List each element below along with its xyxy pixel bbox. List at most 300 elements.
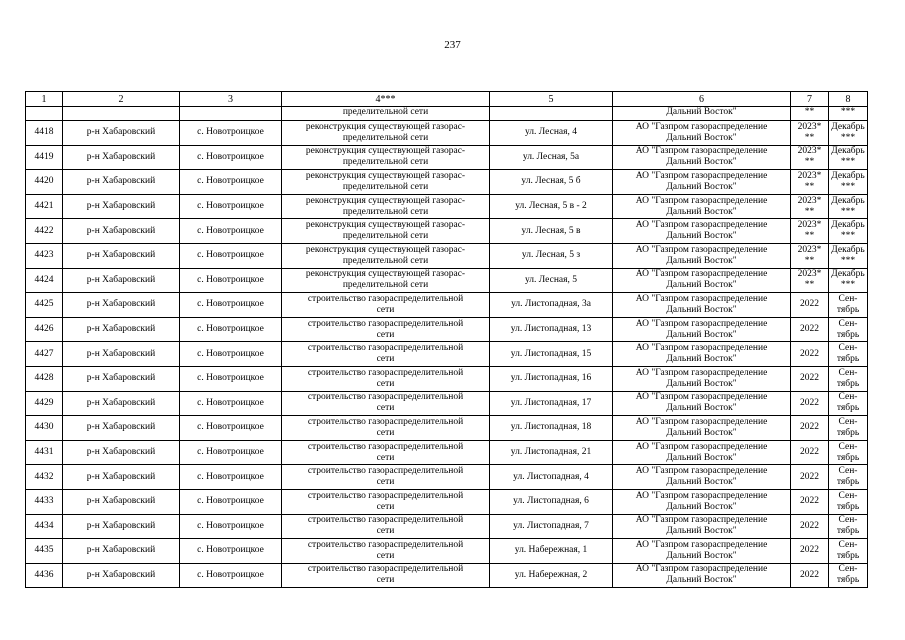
row-address: ул. Листопадная, 17 <box>490 391 613 416</box>
work-type-line-2: пределительной сети <box>342 157 429 168</box>
year-line-1: 2023* <box>797 220 822 231</box>
organization-line-1: АО "Газпром газораспределение <box>635 121 768 132</box>
work-type-line-2: сети <box>376 477 395 488</box>
row-work-type <box>282 563 490 588</box>
work-type-line-2: пределительной сети <box>342 132 429 143</box>
row-district: р-н Хабаровский <box>63 268 180 293</box>
column-header-8: 8 <box>829 92 868 107</box>
row-address: ул. Набережная, 2 <box>490 563 613 588</box>
row-organization <box>613 465 791 490</box>
row-locality: с. Новотроицкое <box>180 293 282 318</box>
row-locality: с. Новотроицкое <box>180 391 282 416</box>
column-header-3: 3 <box>180 92 282 107</box>
page-number: 237 <box>444 39 461 51</box>
work-type-line-1: строительство газораспределительной <box>307 490 464 501</box>
organization-line-1: АО "Газпром газораспределение <box>635 564 768 575</box>
year-line-1: 2022 <box>800 471 819 482</box>
row-locality: с. Новотроицкое <box>180 514 282 539</box>
row-address: ул. Листопадная, 16 <box>490 366 613 391</box>
work-type-line-2: сети <box>376 575 395 586</box>
month-line-2: *** <box>840 132 856 143</box>
month-line-1: Сен- <box>838 416 858 427</box>
organization-line-1: АО "Газпром газораспределение <box>635 318 768 329</box>
row-work-type <box>282 268 490 293</box>
row-organization <box>613 489 791 514</box>
year-line-1: 2022 <box>800 299 819 310</box>
row-number: 4425 <box>26 293 63 318</box>
month-line-2: тябрь <box>836 477 860 488</box>
organization-line-2: Дальний Восток" <box>666 427 737 438</box>
row-address: ул. Лесная, 5 в <box>490 219 613 244</box>
row-district: р-н Хабаровский <box>63 317 180 342</box>
work-type-line-2: пределительной сети <box>342 255 429 266</box>
table-row <box>26 440 868 465</box>
month-line-2: *** <box>840 255 856 266</box>
month-line-1: Сен- <box>838 564 858 575</box>
row-number: 4423 <box>26 243 63 268</box>
row-address: ул. Лесная, 4 <box>490 121 613 146</box>
table-row <box>26 243 868 268</box>
row-district: р-н Хабаровский <box>63 465 180 490</box>
row-year <box>791 219 829 244</box>
column-header-1: 1 <box>26 92 63 107</box>
organization-line-1: АО "Газпром газораспределение <box>635 490 768 501</box>
work-type-line-2: сети <box>376 304 395 315</box>
row-locality: с. Новотроицкое <box>180 170 282 195</box>
row-locality: с. Новотроицкое <box>180 342 282 367</box>
column-header-7: 7 <box>791 92 829 107</box>
work-type-line-2: сети <box>376 550 395 561</box>
row-month <box>829 342 868 367</box>
row-year <box>791 342 829 367</box>
row-district: р-н Хабаровский <box>63 416 180 441</box>
row-number: 4418 <box>26 121 63 146</box>
row-locality: с. Новотроицкое <box>180 489 282 514</box>
row-locality: с. Новотроицкое <box>180 145 282 170</box>
row-month <box>829 268 868 293</box>
row-work-type <box>282 539 490 564</box>
row-work-type <box>282 366 490 391</box>
work-type-line-1: строительство газораспределительной <box>307 392 464 403</box>
row-year <box>791 293 829 318</box>
row-number: 4429 <box>26 391 63 416</box>
header-row <box>26 92 868 107</box>
month-line-2: тябрь <box>836 575 860 586</box>
row-district: р-н Хабаровский <box>63 293 180 318</box>
row-district: р-н Хабаровский <box>63 219 180 244</box>
row-organization <box>613 121 791 146</box>
month-line-1: Сен- <box>838 318 858 329</box>
row-year <box>791 145 829 170</box>
row-address: ул. Листопадная, 15 <box>490 342 613 367</box>
row-month <box>829 366 868 391</box>
row-organization <box>613 243 791 268</box>
carry-cell-year: ** <box>791 107 829 121</box>
row-year <box>791 170 829 195</box>
organization-line-2: Дальний Восток" <box>666 206 737 217</box>
row-work-type <box>282 489 490 514</box>
carry-cell-number <box>26 107 63 121</box>
row-month <box>829 194 868 219</box>
row-month <box>829 293 868 318</box>
month-line-1: Сен- <box>838 466 858 477</box>
month-line-2: тябрь <box>836 501 860 512</box>
row-year <box>791 465 829 490</box>
month-line-2: тябрь <box>836 526 860 537</box>
carry-cell-month: *** <box>829 107 868 121</box>
row-organization <box>613 416 791 441</box>
year-line-1: 2022 <box>800 324 819 335</box>
row-month <box>829 243 868 268</box>
row-work-type <box>282 243 490 268</box>
year-line-2: ** <box>804 255 815 266</box>
row-organization <box>613 514 791 539</box>
row-year <box>791 194 829 219</box>
month-line-2: тябрь <box>836 329 860 340</box>
work-type-line-2: сети <box>376 378 395 389</box>
organization-line-1: АО "Газпром газораспределение <box>635 293 768 304</box>
month-line-1: Сен- <box>838 441 858 452</box>
row-work-type <box>282 293 490 318</box>
work-type-line-1: реконструкция существующей газорас- <box>305 269 466 280</box>
row-number: 4421 <box>26 194 63 219</box>
row-address: ул. Лесная, 5 <box>490 268 613 293</box>
month-line-1: Декабрь <box>831 170 865 181</box>
row-district: р-н Хабаровский <box>63 366 180 391</box>
year-line-1: 2023* <box>797 269 822 280</box>
organization-line-2: Дальний Восток" <box>666 157 737 168</box>
organization-line-2: Дальний Восток" <box>666 304 737 315</box>
row-year <box>791 121 829 146</box>
organization-line-1: АО "Газпром газораспределение <box>635 220 768 231</box>
row-locality: с. Новотроицкое <box>180 366 282 391</box>
work-type-line-1: строительство газораспределительной <box>307 466 464 477</box>
organization-line-1: АО "Газпром газораспределение <box>635 269 768 280</box>
row-month <box>829 317 868 342</box>
month-line-1: Декабрь <box>831 269 865 280</box>
year-line-1: 2022 <box>800 520 819 531</box>
table-row <box>26 539 868 564</box>
row-work-type <box>282 391 490 416</box>
row-number: 4426 <box>26 317 63 342</box>
row-year <box>791 243 829 268</box>
organization-line-2: Дальний Восток" <box>666 452 737 463</box>
row-address: ул. Лесная, 5 в - 2 <box>490 194 613 219</box>
table-row <box>26 489 868 514</box>
row-organization <box>613 563 791 588</box>
row-work-type <box>282 416 490 441</box>
table-header <box>26 92 868 107</box>
row-month <box>829 121 868 146</box>
row-year <box>791 416 829 441</box>
row-year <box>791 440 829 465</box>
year-line-2: ** <box>804 181 815 192</box>
table-row <box>26 268 868 293</box>
row-month <box>829 170 868 195</box>
row-number: 4433 <box>26 489 63 514</box>
row-work-type <box>282 342 490 367</box>
year-line-2: ** <box>804 280 815 291</box>
row-locality: с. Новотроицкое <box>180 465 282 490</box>
month-line-2: *** <box>840 280 856 291</box>
year-line-2: ** <box>804 206 815 217</box>
organization-line-2: Дальний Восток" <box>666 280 737 291</box>
row-address: ул. Листопадная, 18 <box>490 416 613 441</box>
work-type-line-1: строительство газораспределительной <box>307 441 464 452</box>
work-type-line-2: пределительной сети <box>342 280 429 291</box>
row-organization <box>613 317 791 342</box>
row-year <box>791 317 829 342</box>
carry-cell-address <box>490 107 613 121</box>
row-address: ул. Листопадная, 6 <box>490 489 613 514</box>
row-locality: с. Новотроицкое <box>180 194 282 219</box>
year-line-2: ** <box>804 132 815 143</box>
table-body <box>26 107 868 588</box>
row-organization <box>613 194 791 219</box>
row-month <box>829 391 868 416</box>
work-type-line-1: строительство газораспределительной <box>307 367 464 378</box>
organization-line-1: АО "Газпром газораспределение <box>635 416 768 427</box>
row-address: ул. Листопадная, 7 <box>490 514 613 539</box>
organization-line-2: Дальний Восток" <box>666 181 737 192</box>
organization-line-2: Дальний Восток" <box>666 231 737 242</box>
row-organization <box>613 219 791 244</box>
row-district: р-н Хабаровский <box>63 440 180 465</box>
row-district: р-н Хабаровский <box>63 514 180 539</box>
month-line-1: Сен- <box>838 367 858 378</box>
organization-line-2: Дальний Восток" <box>666 575 737 586</box>
table-row <box>26 145 868 170</box>
row-locality: с. Новотроицкое <box>180 563 282 588</box>
month-line-1: Сен- <box>838 392 858 403</box>
row-number: 4430 <box>26 416 63 441</box>
organization-line-2: Дальний Восток" <box>666 354 737 365</box>
table-row <box>26 194 868 219</box>
year-line-1: 2023* <box>797 170 822 181</box>
row-number: 4431 <box>26 440 63 465</box>
row-month <box>829 416 868 441</box>
work-type-line-1: строительство газораспределительной <box>307 515 464 526</box>
year-line-1: 2022 <box>800 545 819 556</box>
work-type-line-2: сети <box>376 329 395 340</box>
row-work-type <box>282 317 490 342</box>
year-line-1: 2023* <box>797 146 822 157</box>
row-address: ул. Листопадная, 21 <box>490 440 613 465</box>
row-organization <box>613 366 791 391</box>
month-line-2: *** <box>840 231 856 242</box>
row-district: р-н Хабаровский <box>63 391 180 416</box>
column-header-5: 5 <box>490 92 613 107</box>
row-organization <box>613 145 791 170</box>
work-type-line-1: реконструкция существующей газорас- <box>305 121 466 132</box>
month-line-2: *** <box>840 181 856 192</box>
organization-line-1: АО "Газпром газораспределение <box>635 539 768 550</box>
row-address: ул. Лесная, 5 б <box>490 170 613 195</box>
year-line-1: 2022 <box>800 496 819 507</box>
row-month <box>829 219 868 244</box>
organization-line-1: АО "Газпром газораспределение <box>635 515 768 526</box>
carry-cell-organization: Дальний Восток" <box>613 107 791 121</box>
carry-cell-district <box>63 107 180 121</box>
row-district: р-н Хабаровский <box>63 539 180 564</box>
row-district: р-н Хабаровский <box>63 121 180 146</box>
table-row <box>26 342 868 367</box>
row-work-type <box>282 170 490 195</box>
month-line-1: Декабрь <box>831 121 865 132</box>
row-number: 4428 <box>26 366 63 391</box>
row-number: 4434 <box>26 514 63 539</box>
row-work-type <box>282 440 490 465</box>
month-line-1: Декабрь <box>831 220 865 231</box>
column-header-2: 2 <box>63 92 180 107</box>
row-number: 4436 <box>26 563 63 588</box>
month-line-1: Сен- <box>838 490 858 501</box>
work-type-line-1: реконструкция существующей газорас- <box>305 244 466 255</box>
row-district: р-н Хабаровский <box>63 243 180 268</box>
row-organization <box>613 391 791 416</box>
carry-cell-work: пределительной сети <box>282 107 490 121</box>
table-row <box>26 514 868 539</box>
work-type-line-1: строительство газораспределительной <box>307 539 464 550</box>
row-address: ул. Листопадная, 3а <box>490 293 613 318</box>
table-row <box>26 219 868 244</box>
row-district: р-н Хабаровский <box>63 145 180 170</box>
row-organization <box>613 342 791 367</box>
month-line-2: тябрь <box>836 354 860 365</box>
month-line-1: Декабрь <box>831 244 865 255</box>
organization-line-2: Дальний Восток" <box>666 403 737 414</box>
carry-cell-locality <box>180 107 282 121</box>
row-organization <box>613 170 791 195</box>
row-district: р-н Хабаровский <box>63 194 180 219</box>
organization-line-1: АО "Газпром газораспределение <box>635 392 768 403</box>
row-locality: с. Новотроицкое <box>180 219 282 244</box>
row-locality: с. Новотроицкое <box>180 317 282 342</box>
month-line-1: Декабрь <box>831 195 865 206</box>
row-locality: с. Новотроицкое <box>180 440 282 465</box>
year-line-1: 2022 <box>800 422 819 433</box>
work-type-line-1: реконструкция существующей газорас- <box>305 195 466 206</box>
year-line-1: 2022 <box>800 447 819 458</box>
month-line-2: *** <box>840 206 856 217</box>
work-type-line-2: сети <box>376 427 395 438</box>
month-line-1: Сен- <box>838 293 858 304</box>
row-year <box>791 514 829 539</box>
table-row <box>26 416 868 441</box>
row-number: 4424 <box>26 268 63 293</box>
row-district: р-н Хабаровский <box>63 563 180 588</box>
month-line-1: Сен- <box>838 515 858 526</box>
organization-line-2: Дальний Восток" <box>666 526 737 537</box>
work-type-line-2: сети <box>376 526 395 537</box>
row-organization <box>613 539 791 564</box>
table-row <box>26 170 868 195</box>
row-address: ул. Листопадная, 13 <box>490 317 613 342</box>
row-work-type <box>282 121 490 146</box>
row-address: ул. Листопадная, 4 <box>490 465 613 490</box>
row-organization <box>613 268 791 293</box>
month-line-2: тябрь <box>836 304 860 315</box>
row-month <box>829 539 868 564</box>
row-month <box>829 489 868 514</box>
row-month <box>829 514 868 539</box>
organization-line-2: Дальний Восток" <box>666 132 737 143</box>
row-year <box>791 563 829 588</box>
year-line-1: 2022 <box>800 397 819 408</box>
year-line-2: ** <box>804 231 815 242</box>
column-header-6: 6 <box>613 92 791 107</box>
organization-line-1: АО "Газпром газораспределение <box>635 466 768 477</box>
row-locality: с. Новотроицкое <box>180 268 282 293</box>
work-type-line-1: строительство газораспределительной <box>307 343 464 354</box>
month-line-1: Сен- <box>838 539 858 550</box>
row-locality: с. Новотроицкое <box>180 416 282 441</box>
year-line-1: 2023* <box>797 244 822 255</box>
work-type-line-1: реконструкция существующей газорас- <box>305 146 466 157</box>
table-row <box>26 366 868 391</box>
row-number: 4427 <box>26 342 63 367</box>
row-work-type <box>282 514 490 539</box>
row-locality: с. Новотроицкое <box>180 243 282 268</box>
row-number: 4420 <box>26 170 63 195</box>
work-type-line-2: пределительной сети <box>342 206 429 217</box>
organization-line-2: Дальний Восток" <box>666 501 737 512</box>
row-district: р-н Хабаровский <box>63 342 180 367</box>
work-type-line-1: строительство газораспределительной <box>307 416 464 427</box>
table-row <box>26 465 868 490</box>
work-type-line-2: пределительной сети <box>342 181 429 192</box>
carry-over-row <box>26 107 868 121</box>
row-work-type <box>282 145 490 170</box>
row-year <box>791 268 829 293</box>
month-line-2: тябрь <box>836 427 860 438</box>
row-number: 4435 <box>26 539 63 564</box>
organization-line-2: Дальний Восток" <box>666 329 737 340</box>
work-type-line-2: сети <box>376 354 395 365</box>
row-month <box>829 145 868 170</box>
year-line-1: 2022 <box>800 348 819 359</box>
organization-line-2: Дальний Восток" <box>666 255 737 266</box>
table-row <box>26 317 868 342</box>
row-year <box>791 539 829 564</box>
row-address: ул. Лесная, 5а <box>490 145 613 170</box>
year-line-1: 2023* <box>797 195 822 206</box>
organization-line-1: АО "Газпром газораспределение <box>635 343 768 354</box>
year-line-1: 2022 <box>800 569 819 580</box>
row-work-type <box>282 219 490 244</box>
month-line-1: Сен- <box>838 343 858 354</box>
month-line-2: тябрь <box>836 452 860 463</box>
organization-line-1: АО "Газпром газораспределение <box>635 441 768 452</box>
work-type-line-1: реконструкция существующей газорас- <box>305 170 466 181</box>
work-type-line-1: реконструкция существующей газорас- <box>305 220 466 231</box>
table-row <box>26 293 868 318</box>
table-row <box>26 563 868 588</box>
row-locality: с. Новотроицкое <box>180 121 282 146</box>
row-month <box>829 563 868 588</box>
row-locality: с. Новотроицкое <box>180 539 282 564</box>
year-line-1: 2022 <box>800 373 819 384</box>
row-year <box>791 489 829 514</box>
row-year <box>791 366 829 391</box>
row-district: р-н Хабаровский <box>63 170 180 195</box>
organization-line-2: Дальний Восток" <box>666 550 737 561</box>
gas-network-table <box>25 91 868 588</box>
table-row <box>26 121 868 146</box>
work-type-line-2: сети <box>376 452 395 463</box>
month-line-1: Декабрь <box>831 146 865 157</box>
work-type-line-2: сети <box>376 501 395 512</box>
